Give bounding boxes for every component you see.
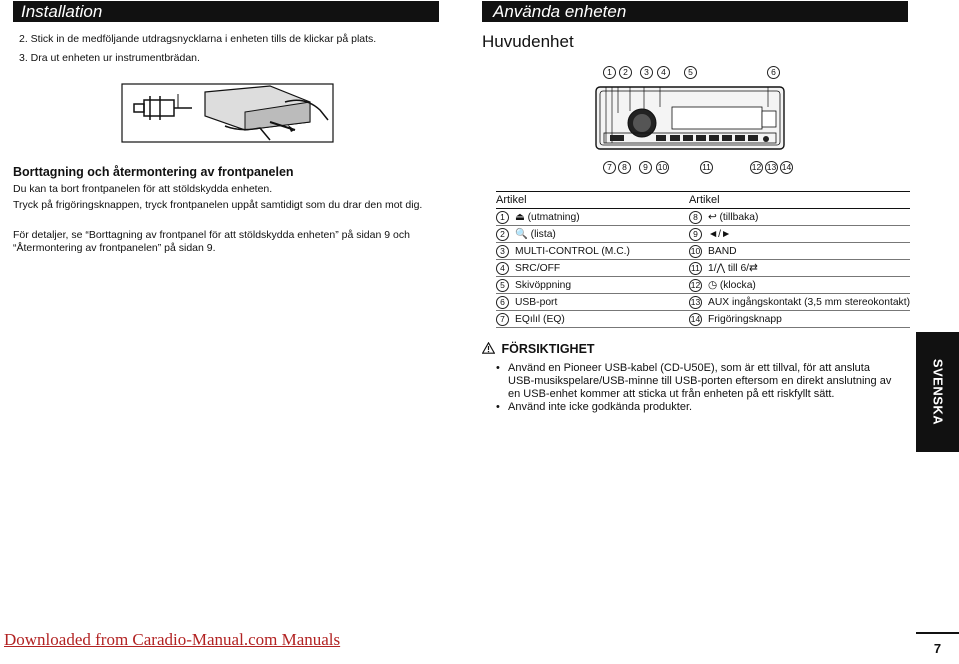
item-number: 3 — [496, 245, 509, 258]
item-label: ⏏ (utmatning) — [515, 211, 580, 223]
paragraph-1: Du kan ta bort frontpanelen för att stöldskydda enheten. — [13, 183, 273, 195]
paragraph-3: För detaljer, se “Borttagning av frontpanel för att stöldskydda enheten” på sidan 9 och “Återmontering av frontpanelen” på sidan 9. — [13, 229, 410, 254]
paragraph-2: Tryck på frigöringsknappen, tryck frontpanelen uppåt samtidigt som du drar den mot dig. — [13, 199, 423, 211]
callout-3: 3 — [640, 66, 653, 79]
warning-icon — [482, 342, 495, 354]
callout-13: 13 — [766, 162, 777, 172]
item-number: 8 — [689, 211, 702, 224]
item-label: Frigöringsknapp — [707, 313, 782, 325]
item-label: ◄/► — [707, 228, 732, 240]
item-label: SRC/OFF — [515, 262, 561, 274]
page-title: Huvudenhet — [482, 32, 574, 51]
item-label: ↩ (tillbaka) — [707, 211, 759, 223]
table-row — [496, 311, 910, 328]
item-number: 4 — [496, 262, 509, 275]
item-number: 10 — [690, 245, 701, 256]
removal-illustration — [120, 82, 335, 144]
callout-6: 6 — [767, 66, 780, 79]
callout-12: 12 — [751, 162, 762, 172]
column-header: Artikel — [496, 192, 689, 209]
callout-10: 10 — [657, 162, 668, 172]
language-tab-label: SVENSKA — [930, 358, 945, 426]
item-label: EQılıl (EQ) — [515, 313, 565, 325]
item-label: BAND — [707, 245, 737, 257]
caution-item: • Använd inte icke godkända produkter. — [494, 401, 898, 414]
callout-8: 8 — [618, 161, 631, 174]
step-3: 3. Dra ut enheten ur instrumentbrädan. — [19, 52, 200, 64]
item-number: 14 — [690, 313, 701, 324]
caution-box — [482, 342, 912, 414]
item-number: 6 — [496, 296, 509, 309]
download-source-link[interactable]: Downloaded from Caradio-Manual.com Manuals — [4, 630, 341, 649]
callout-7: 7 — [603, 161, 616, 174]
callout-2: 2 — [619, 66, 632, 79]
table-row — [496, 277, 910, 294]
item-label: 1/⋀ till 6/⇄ — [707, 262, 758, 274]
item-label: ◷ (klocka) — [707, 279, 756, 291]
column-header: Artikel — [689, 192, 910, 209]
item-number: 7 — [496, 313, 509, 326]
item-number: 9 — [689, 228, 702, 241]
caution-item: • Använd en Pioneer USB-kabel (CD-U50E), som är ett tillval, för att ansluta USB-musikspelare/USB-minne till USB-porten eftersom en direkt anslutning av en USB-enhet kommer att sticka ut från enheten på ett riskfyllt sätt. — [494, 362, 898, 401]
item-label: Skivöppning — [515, 279, 572, 291]
head-unit-illustration — [590, 83, 790, 155]
item-label: 🔍 (lista) — [515, 229, 556, 241]
table-row — [496, 209, 910, 226]
table-row — [496, 260, 910, 277]
page-number: 7 — [916, 632, 959, 664]
callout-5: 5 — [684, 66, 697, 79]
step-2: 2. Stick in de medföljande utdragsnycklarna i enheten tills de klickar på plats. — [19, 33, 377, 45]
callout-1: 1 — [603, 66, 616, 79]
table-row — [496, 243, 910, 260]
item-label: MULTI-CONTROL (M.C.) — [515, 245, 630, 257]
item-number: 1 — [496, 211, 509, 224]
language-tab — [916, 332, 959, 452]
item-number: 13 — [690, 296, 701, 307]
callout-14: 14 — [781, 162, 792, 172]
table-row — [496, 294, 910, 311]
callout-4: 4 — [657, 66, 670, 79]
parts-table — [496, 191, 910, 328]
callout-11: 11 — [700, 161, 713, 174]
caution-title: FÖRSIKTIGHET — [501, 342, 595, 356]
section-header-using: Använda enheten — [482, 1, 908, 22]
section-header-installation: Installation — [13, 1, 439, 22]
item-label: USB-port — [515, 296, 558, 308]
table-header-row — [496, 192, 910, 209]
item-number: 12 — [690, 279, 701, 290]
subheading-frontpanel: Borttagning och återmontering av frontpanelen — [13, 165, 294, 179]
item-label: AUX ingångskontakt (3,5 mm stereokontakt) — [707, 296, 910, 308]
item-number: 11 — [689, 262, 702, 275]
item-number: 5 — [496, 279, 509, 292]
item-number: 2 — [496, 228, 509, 241]
callout-9: 9 — [639, 161, 652, 174]
table-row — [496, 226, 910, 243]
